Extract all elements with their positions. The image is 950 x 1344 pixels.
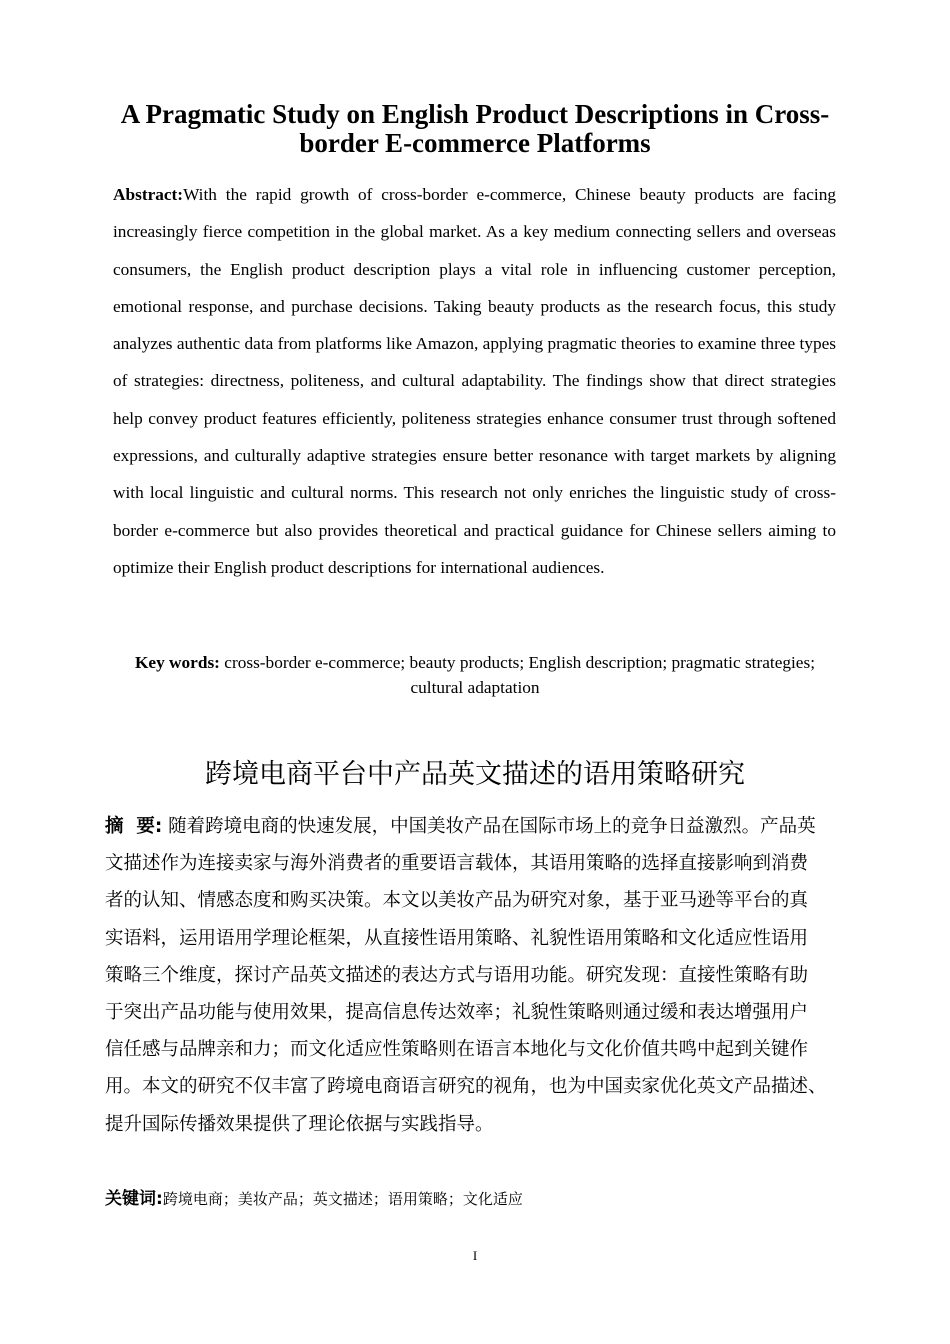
cn-abstract-line: 于突出产品功能与使用效果，提高信息传达效率；礼貌性策略则通过缓和表达增强用户: [105, 1002, 809, 1024]
abstract-label: Abstract:: [113, 185, 184, 204]
chinese-abstract: [105, 808, 865, 1143]
cn-abstract-line: 信任感与品牌亲和力；而文化适应性策略则在语言本地化与文化价值共鸣中起到关键作: [105, 1039, 809, 1061]
cn-abstract-line: 文描述作为连接卖家与海外消费者的重要语言载体，其语用策略的选择直接影响到消费: [105, 853, 809, 875]
english-title: A Pragmatic Study on English Product Descriptions in Cross-border E-commerce Platforms: [120, 99, 830, 158]
cn-keywords-text: 跨境电商；美妆产品；英文描述；语用策略；文化适应: [162, 1190, 523, 1208]
cn-abstract-line: 提升国际传播效果提供了理论依据与实践指导。: [105, 1113, 494, 1135]
page-number: I: [472, 1248, 478, 1263]
chinese-title: 跨境电商平台中产品英文描述的语用策略研究: [205, 759, 745, 790]
cn-abstract-line: 策略三个维度，探讨产品英文描述的表达方式与语用功能。研究发现：直接性策略有助: [105, 964, 809, 986]
keywords-label: Key words:: [134, 653, 220, 672]
abstract-text: With the rapid growth of cross-border e-commerce, Chinese beauty products are facing increasingly fierce competition in the global market. As a key medium connecting sellers and overseas consumers, the English product description plays a vital role in influencing customer perception, emotional response, and purchase decisions. Taking beauty products as the research focus, this study analyzes authentic data from platforms like Amazon, applying pragmatic theories to examine three types of strategies: directness, politeness, and cultural adaptability. The findings show that direct strategies help convey product features efficiently, politeness strategies enhance consumer trust through softened expressions, and culturally adaptive strategies ensure better resonance with target markets by aligning with local linguistic and cultural norms. This research not only enriches the linguistic study of cross-border e-commerce but also provides theoretical and practical guidance for Chinese sellers aiming to optimize their English product descriptions for international audiences.: [113, 185, 836, 577]
chinese-keywords: [105, 1184, 523, 1209]
cn-abstract-line: 用。本文的研究不仅丰富了跨境电商语言研究的视角，也为中国卖家优化英文产品描述、: [105, 1076, 827, 1098]
keywords-text: cross-border e-commerce; beauty products; English description; pragmatic strategies; cultural adaptation: [224, 653, 816, 697]
english-keywords: [120, 650, 830, 700]
cn-keywords-label: 关键词:: [105, 1189, 163, 1209]
cn-abstract-label: 摘 要:: [105, 816, 163, 837]
english-abstract: [113, 176, 836, 586]
cn-abstract-line: 随着跨境电商的快速发展，中国美妆产品在国际市场上的竞争日益激烈。产品英: [168, 816, 816, 837]
cn-abstract-line: 者的认知、情感态度和购买决策。本文以美妆产品为研究对象，基于亚马逊等平台的真: [105, 890, 809, 912]
cn-abstract-line: 实语料，运用语用学理论框架，从直接性语用策略、礼貌性语用策略和文化适应性语用: [105, 927, 809, 949]
